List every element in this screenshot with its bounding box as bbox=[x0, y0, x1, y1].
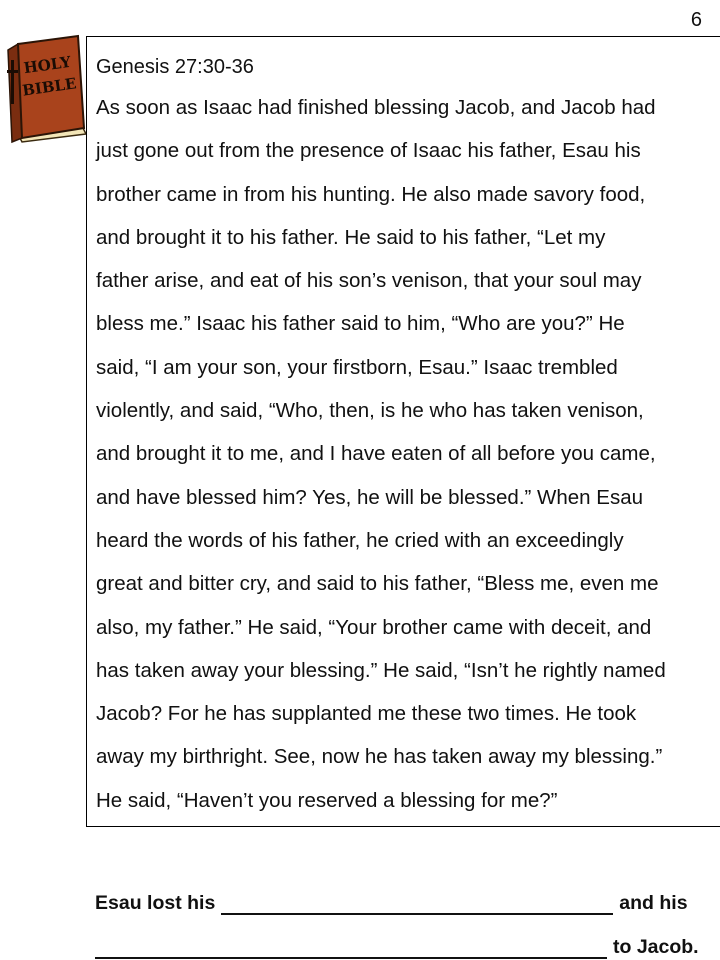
question-text-middle: and his bbox=[619, 892, 688, 914]
scripture-line: away my birthright. See, now he has taken away my blessing.” bbox=[96, 745, 663, 769]
scripture-line: and brought it to his father. He said to his father, “Let my bbox=[96, 225, 606, 249]
answer-blank-2[interactable] bbox=[95, 939, 607, 959]
question-line-1 bbox=[95, 871, 715, 915]
answer-blank-1[interactable] bbox=[221, 895, 613, 915]
fill-in-question bbox=[95, 871, 715, 959]
scripture-line: Jacob? For he has supplanted me these two times. He took bbox=[96, 702, 637, 726]
scripture-line: and have blessed him? Yes, he will be blessed.” When Esau bbox=[96, 485, 644, 509]
scripture-line: violently, and said, “Who, then, is he who has taken venison, bbox=[96, 399, 644, 423]
scripture-line: He said, “Haven’t you reserved a blessing for me?” bbox=[96, 788, 558, 812]
scripture-line: and brought it to me, and I have eaten of all before you came, bbox=[96, 442, 656, 466]
scripture-line: also, my father.” He said, “Your brother came with deceit, and bbox=[96, 615, 652, 639]
scripture-line: heard the words of his father, he cried with an exceedingly bbox=[96, 528, 624, 552]
question-text-start: Esau lost his bbox=[95, 892, 216, 914]
scripture-line: father arise, and eat of his son’s venison, that your soul may bbox=[96, 269, 642, 293]
scripture-reference: Genesis 27:30-36 bbox=[96, 56, 254, 78]
bible-label-holy: HOLY bbox=[22, 52, 73, 78]
bible-icon bbox=[4, 34, 90, 144]
scripture-line: brother came in from his hunting. He also made savory food, bbox=[96, 182, 646, 206]
bible-label-bible: BIBLE bbox=[21, 74, 78, 100]
page-number: 6 bbox=[690, 9, 702, 31]
scripture-line: said, “I am your son, your firstborn, Esau.” Isaac trembled bbox=[96, 355, 618, 379]
scripture-line: As soon as Isaac had finished blessing Jacob, and Jacob had bbox=[96, 96, 656, 119]
question-line-2 bbox=[95, 915, 715, 959]
scripture-line: great and bitter cry, and said to his father, “Bless me, even me bbox=[96, 572, 659, 596]
question-text-end: to Jacob. bbox=[613, 936, 699, 958]
scripture-line: just gone out from the presence of Isaac his father, Esau his bbox=[96, 139, 641, 163]
scripture-box bbox=[86, 36, 720, 827]
scripture-line: has taken away your blessing.” He said, “Isn’t he rightly named bbox=[96, 658, 666, 682]
scripture-text bbox=[96, 93, 716, 829]
scripture-line: bless me.” Isaac his father said to him, “Who are you?” He bbox=[96, 312, 625, 336]
